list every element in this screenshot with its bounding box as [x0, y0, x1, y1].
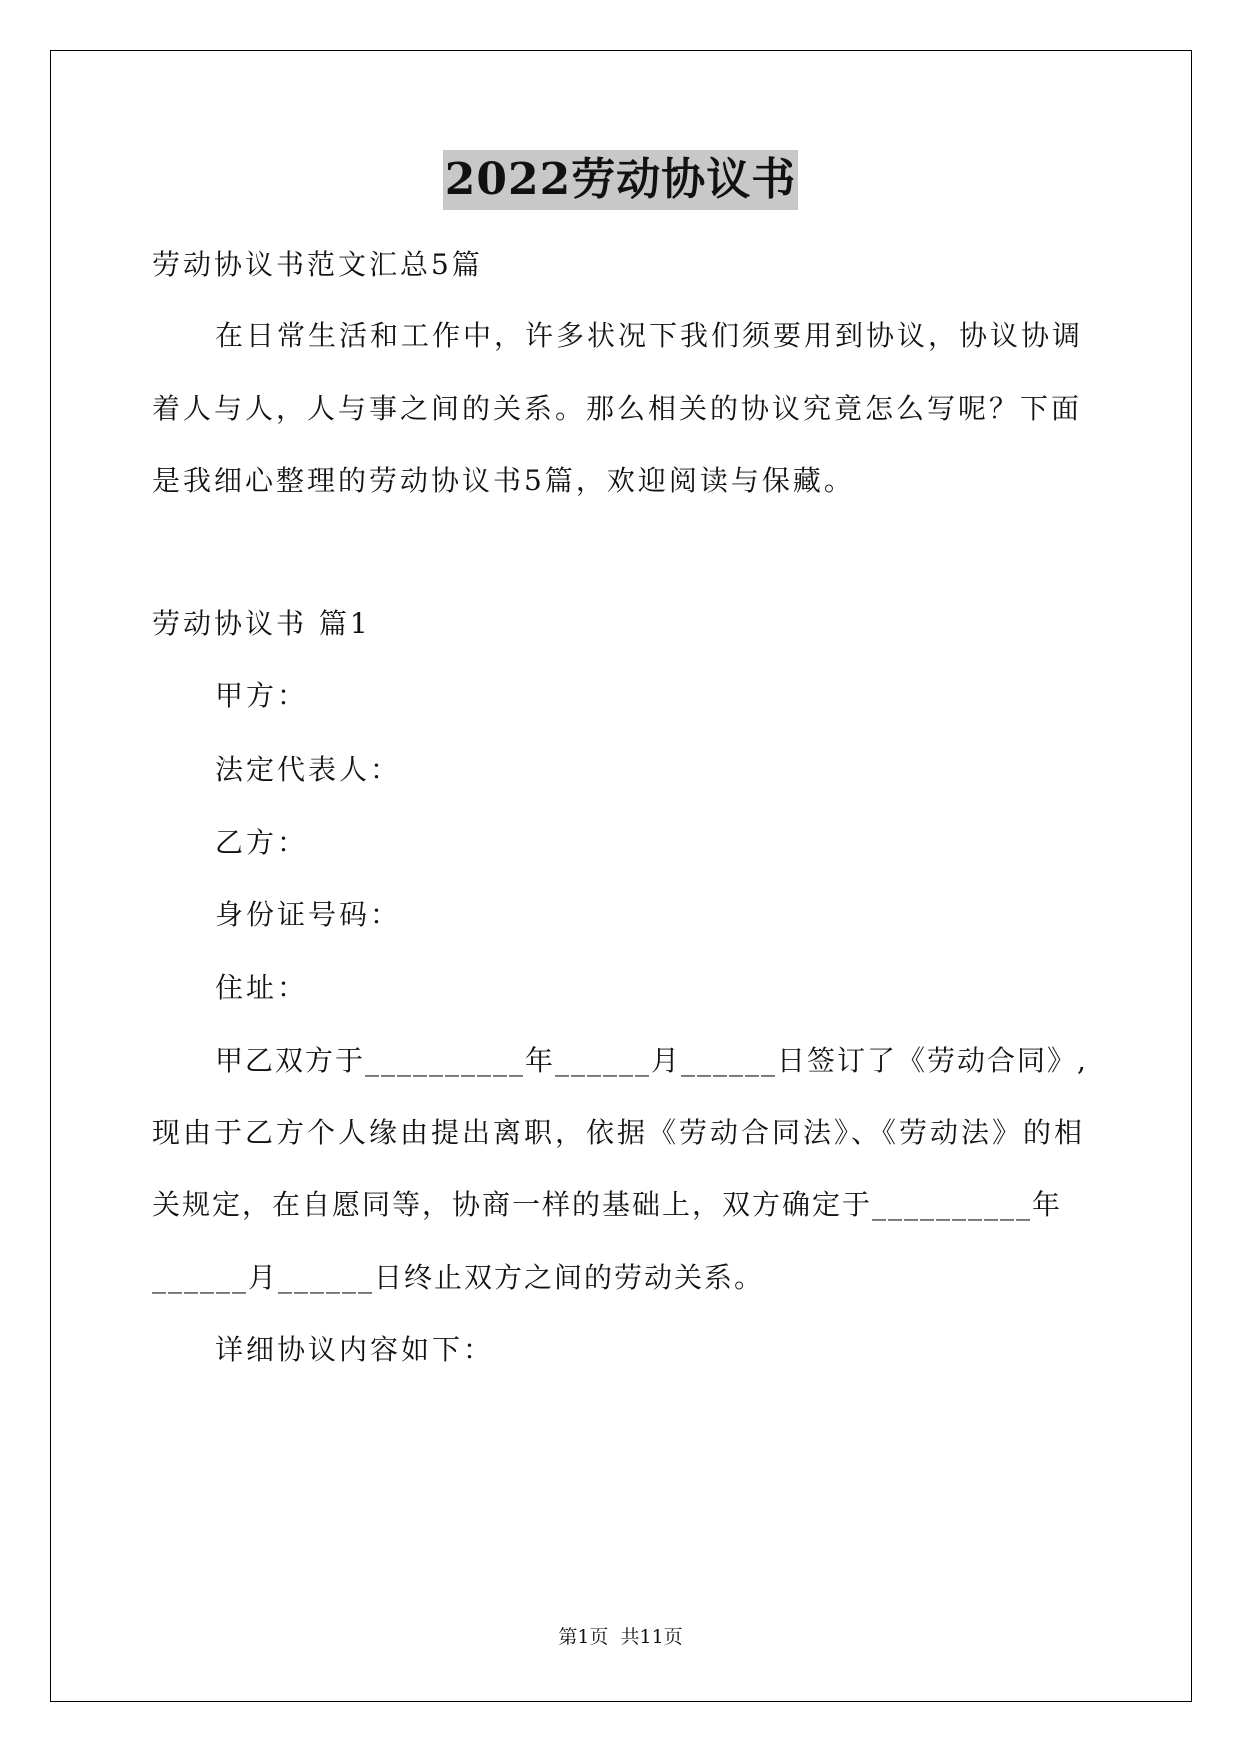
body-line-2: 现由于乙方个人缘由提出离职，依据《劳动合同法》、《劳动法》的相 [152, 1116, 1086, 1149]
id-number-field: 身份证号码： [215, 898, 402, 931]
intro-line-2: 着人与人，人与事之间的关系。那么相关的协议究竟怎么写呢？下面 [152, 392, 1083, 425]
party-a-field: 甲方： [215, 679, 309, 712]
body-line-3: 关规定，在自愿同等，协商一样的基础上，双方确定于__________年 [152, 1188, 1063, 1221]
body-line-4: ______月______日终止双方之间的劳动关系。 [152, 1261, 765, 1294]
section-heading: 劳动协议书 篇1 [152, 607, 371, 640]
detail-intro: 详细协议内容如下： [215, 1333, 495, 1366]
intro-line-1: 在日常生活和工作中，许多状况下我们须要用到协议，协议协调 [215, 319, 1084, 352]
address-field: 住址： [215, 971, 309, 1004]
body-line-1: 甲乙双方于__________年______月______日签订了《劳动合同》, [215, 1044, 1088, 1077]
title-wrap [0, 150, 1241, 210]
page-footer: 第1页 共11页 [558, 1626, 683, 1648]
intro-line-3: 是我细心整理的劳动协议书5篇，欢迎阅读与保藏。 [152, 464, 855, 497]
document-subtitle: 劳动协议书范文汇总5篇 [152, 248, 483, 281]
page-border [50, 50, 1192, 1702]
party-b-field: 乙方： [215, 826, 309, 859]
legal-rep-field: 法定代表人： [215, 753, 402, 786]
document-title: 2022劳动协议书 [443, 150, 798, 210]
